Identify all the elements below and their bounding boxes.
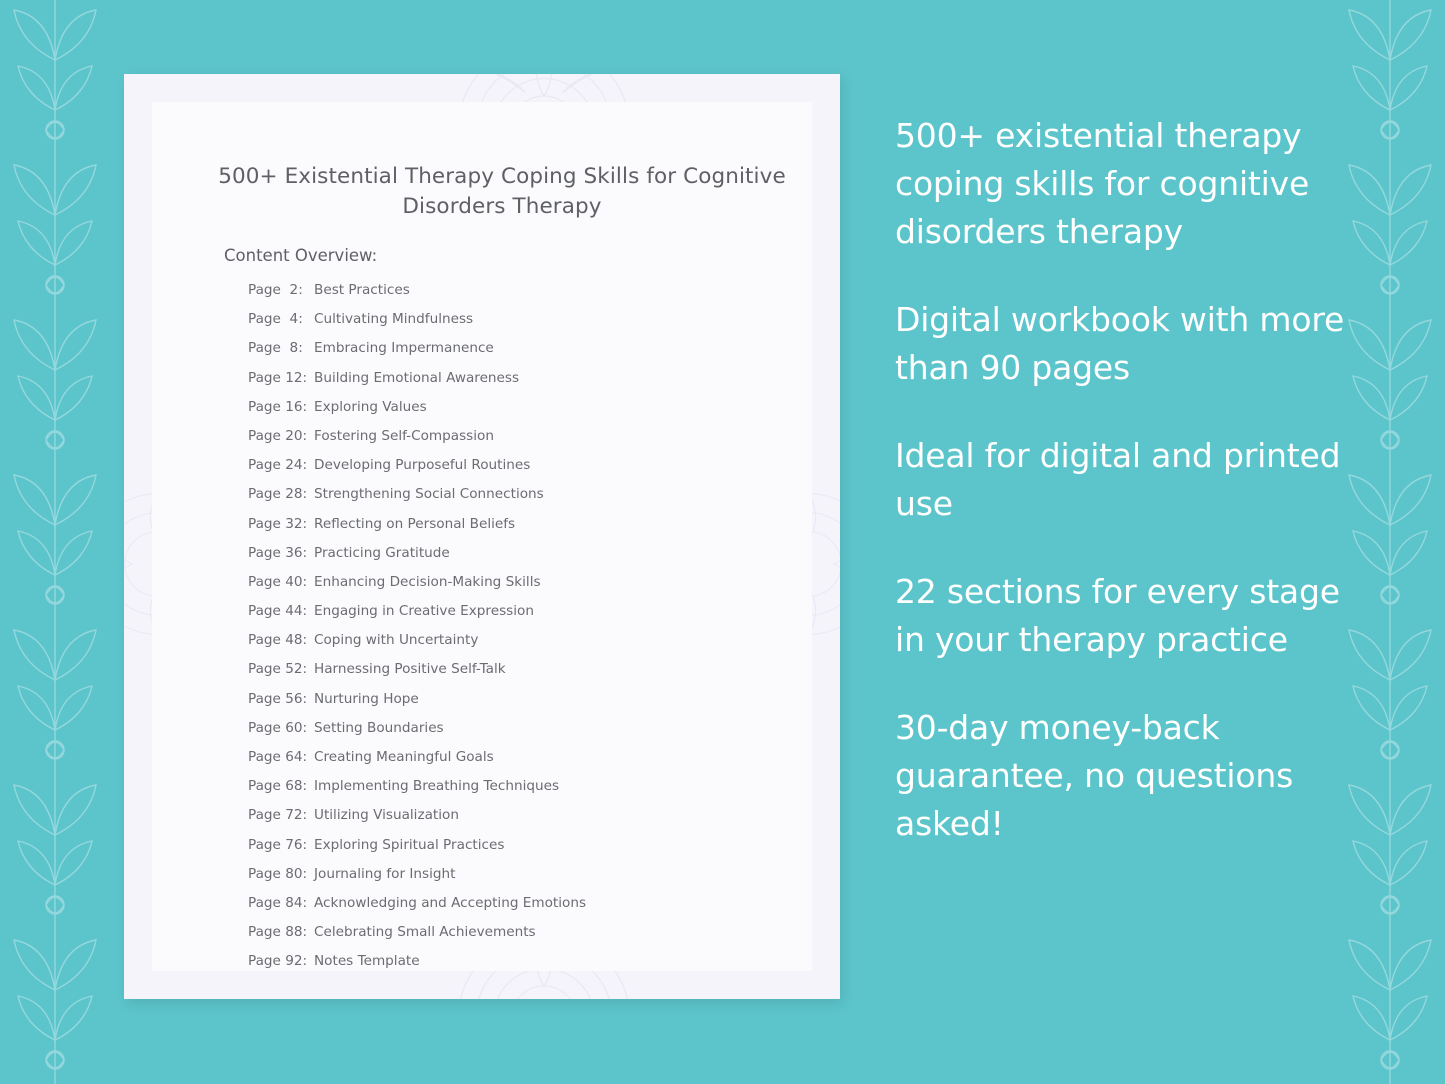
toc-row: [248, 340, 808, 369]
toc-row: [248, 924, 808, 953]
toc-section-title: Strengthening Social Connections: [314, 486, 544, 503]
toc-section-title: Developing Purposeful Routines: [314, 457, 531, 474]
toc-section-title: Cultivating Mindfulness: [314, 311, 474, 328]
toc-page-number: Page 24:: [248, 457, 308, 474]
floral-border-left-icon: [0, 0, 110, 1084]
toc-page-number: Page 8:: [248, 340, 303, 357]
toc-page-number: Page 64:: [248, 749, 308, 765]
toc-section-title: Fostering Self-Compassion: [314, 427, 494, 444]
toc-row: [248, 837, 808, 866]
toc-section-title: Creating Meaningful Goals: [314, 749, 494, 765]
toc-page-number: Page 20:: [248, 427, 308, 444]
toc-page-number: Page 92:: [248, 953, 308, 970]
toc-row: [248, 661, 808, 690]
marketing-bullet: 500+ existential therapy coping skills for cognitive disorders therapy: [895, 116, 1310, 251]
toc-page-number: Page 52:: [248, 661, 308, 678]
content-overview-label: Content Overview:: [224, 246, 378, 265]
toc-page-number: Page 32:: [248, 515, 308, 532]
toc-page-number: Page 60:: [248, 719, 308, 736]
toc-row: [248, 516, 808, 545]
toc-row: [248, 399, 808, 428]
toc-section-title: Practicing Gratitude: [314, 544, 450, 561]
toc-row: [248, 778, 808, 807]
toc-section-title: Embracing Impermanence: [314, 340, 494, 357]
toc-section-title: Harnessing Positive Self-Talk: [314, 661, 506, 678]
toc-page-number: Page 36:: [248, 544, 308, 561]
toc-row: [248, 428, 808, 457]
toc-page-number: Page 68:: [248, 778, 308, 795]
toc-row: [248, 866, 808, 895]
toc-section-title: Coping with Uncertainty: [314, 632, 479, 649]
toc-row: [248, 282, 808, 311]
toc-page-number: Page 28:: [248, 486, 308, 503]
toc-section-title: Best Practices: [314, 282, 410, 298]
toc-page-number: Page 2:: [248, 282, 303, 298]
toc-row: [248, 895, 808, 924]
toc-row: [248, 545, 808, 574]
toc-section-title: Notes Template: [314, 953, 420, 970]
toc-section-title: Exploring Spiritual Practices: [314, 836, 505, 853]
marketing-bullet: Ideal for digital and printed use: [895, 436, 1341, 523]
toc-row: [248, 632, 808, 661]
toc-page-number: Page 56:: [248, 690, 308, 707]
toc-section-title: Journaling for Insight: [314, 865, 456, 882]
toc-section-title: Implementing Breathing Techniques: [314, 778, 560, 795]
toc-row: [248, 691, 808, 720]
toc-row: [248, 370, 808, 399]
toc-section-title: Celebrating Small Achievements: [314, 924, 536, 941]
toc-section-title: Exploring Values: [314, 398, 427, 415]
toc-section-title: Utilizing Visualization: [314, 807, 459, 824]
toc-page-number: Page 80:: [248, 865, 308, 882]
toc-row: [248, 953, 808, 982]
workbook-page: [124, 74, 840, 999]
toc-page-number: Page 84:: [248, 894, 308, 911]
toc-page-number: Page 76:: [248, 836, 308, 853]
marketing-bullet: Digital workbook with more than 90 pages: [895, 300, 1345, 387]
toc-page-number: Page 88:: [248, 924, 308, 941]
toc-page-number: Page 12:: [248, 369, 308, 386]
toc-row: [248, 486, 808, 515]
toc-section-title: Building Emotional Awareness: [314, 369, 520, 386]
toc-section-title: Acknowledging and Accepting Emotions: [314, 894, 587, 911]
toc-page-number: Page 16:: [248, 398, 308, 415]
toc-page-number: Page 48:: [248, 632, 308, 649]
toc-page-number: Page 44:: [248, 603, 308, 620]
toc-page-number: Page 4:: [248, 311, 303, 328]
toc-row: [248, 457, 808, 486]
marketing-bullet: 30-day money-back guarantee, no questions asked!: [895, 708, 1294, 843]
toc-section-title: Engaging in Creative Expression: [314, 603, 534, 620]
marketing-bullets: [895, 112, 1365, 848]
toc-row: [248, 603, 808, 632]
toc-page-number: Page 72:: [248, 807, 308, 824]
marketing-bullet: 22 sections for every stage in your therapy practice: [895, 572, 1340, 659]
toc-row: [248, 749, 808, 778]
toc-page-number: Page 40:: [248, 573, 308, 590]
page-title: 500+ Existential Therapy Coping Skills for Cognitive Disorders Therapy: [218, 164, 786, 219]
toc-row: [248, 720, 808, 749]
toc-row: [248, 574, 808, 603]
toc-section-title: Reflecting on Personal Beliefs: [314, 515, 516, 532]
page-content-area: [152, 102, 812, 971]
table-of-contents: [248, 282, 808, 983]
toc-section-title: Setting Boundaries: [314, 719, 444, 736]
toc-row: [248, 311, 808, 340]
toc-row: [248, 807, 808, 836]
toc-section-title: Enhancing Decision-Making Skills: [314, 573, 541, 590]
toc-section-title: Nurturing Hope: [314, 690, 419, 707]
